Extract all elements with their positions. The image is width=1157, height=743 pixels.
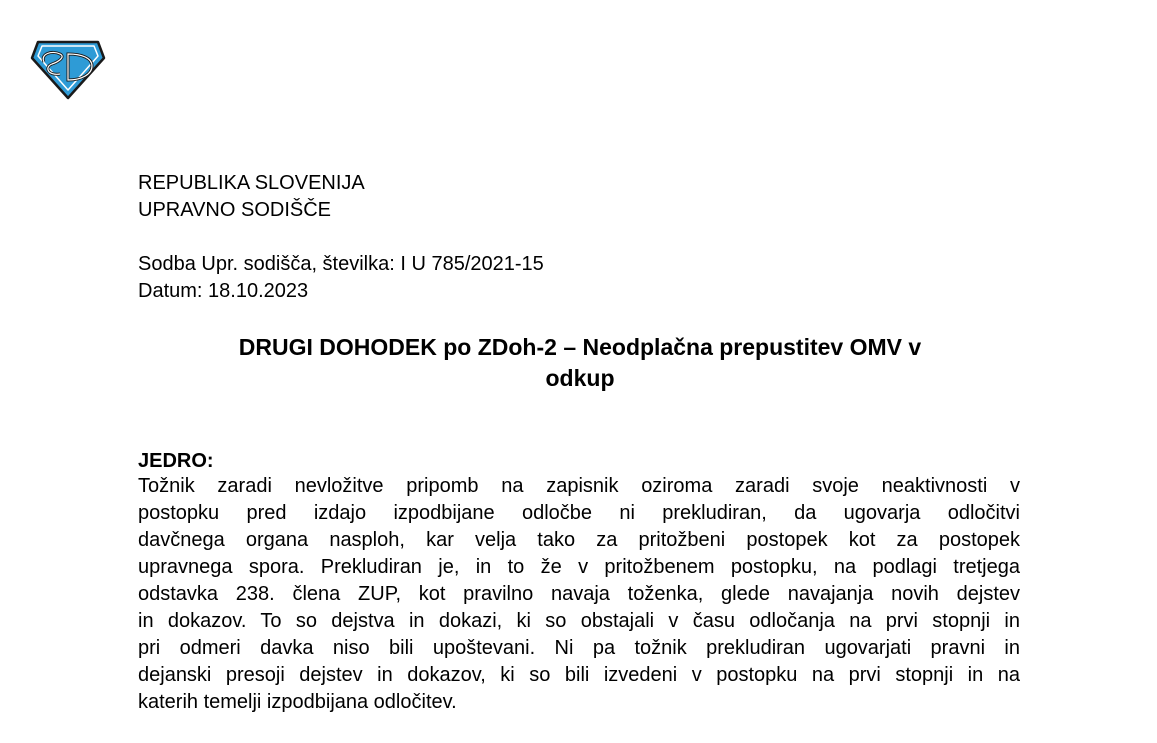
- judgment-date: Datum: 18.10.2023: [138, 280, 309, 302]
- core-heading: JEDRO:: [138, 450, 214, 472]
- title-line-2: odkup: [545, 365, 615, 391]
- title-line-1: DRUGI DOHODEK po ZDoh-2 – Neodplačna prepustitev OMV v: [238, 334, 922, 360]
- document-title: [160, 332, 1000, 394]
- core-line: upravnega spora. Prekludiran je, in to že v pritožbenem postopku, na podlagi tretjega: [138, 556, 1020, 578]
- court-header: [138, 170, 365, 224]
- court-logo: [30, 40, 106, 100]
- court-diamond-logo-icon: [30, 40, 106, 100]
- republic-name: REPUBLIKA SLOVENIJA: [138, 172, 365, 194]
- core-line: davčnega organa nasploh, kar velja tako za pritožbeni postopek kot za postopek: [138, 529, 1020, 551]
- core-paragraph: [138, 473, 1020, 716]
- core-line: katerih temelji izpodbijana odločitev.: [138, 691, 457, 713]
- core-line: odstavka 238. člena ZUP, kot pravilno navaja toženka, glede navajanja novih dejstev: [138, 583, 1020, 605]
- judgment-meta: [138, 251, 544, 305]
- core-line: pri odmeri davka niso bili upoštevani. Ni pa tožnik prekludiran ugovarjati pravni in: [138, 637, 1020, 659]
- court-name: UPRAVNO SODIŠČE: [138, 199, 331, 221]
- core-line: postopku pred izdajo izpodbijane odločbe ni prekludiran, da ugovarja odločitvi: [138, 502, 1020, 524]
- core-line: Tožnik zaradi nevložitve pripomb na zapisnik oziroma zaradi svoje neaktivnosti v: [138, 475, 1020, 497]
- core-line: dejanski presoji dejstev in dokazov, ki so bili izvedeni v postopku na prvi stopnji in na: [138, 664, 1020, 686]
- case-number: Sodba Upr. sodišča, številka: I U 785/2021-15: [138, 253, 544, 275]
- core-line: in dokazov. To so dejstva in dokazi, ki so obstajali v času odločanja na prvi stopnji in: [138, 610, 1020, 632]
